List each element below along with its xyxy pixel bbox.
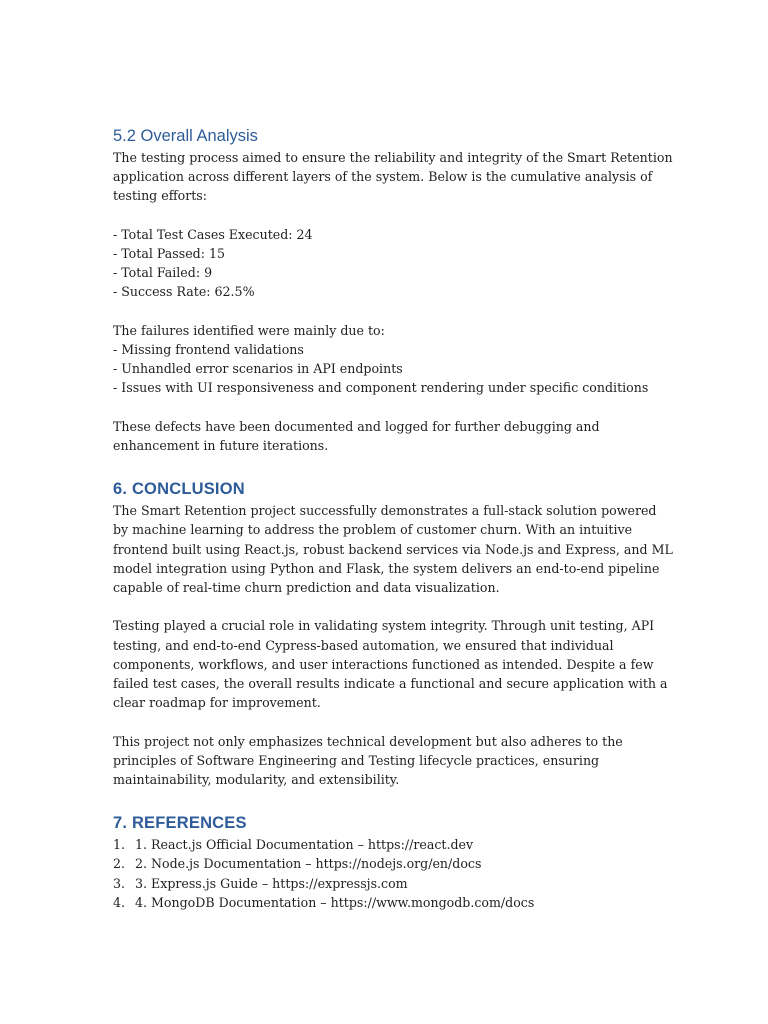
reference-text: 4. MongoDB Documentation – https://www.mongodb.com/docs	[135, 894, 535, 910]
reference-number: 1.	[113, 837, 126, 853]
reference-text: 1. React.js Official Documentation – https://react.dev	[135, 837, 474, 853]
reference-item	[113, 854, 673, 873]
failure-item: - Issues with UI responsiveness and component rendering under specific conditions	[113, 380, 649, 396]
section-5-2-intro: The testing process aimed to ensure the reliability and integrity of the Smart Retention application across different layers of the system. Below is the cumulative analysis of testing efforts:	[113, 150, 673, 204]
conclusion-paragraph: The Smart Retention project successfully demonstrates a full-stack solution powered by machine learning to address the problem of customer churn. With an intuitive frontend built using React.js, robust backend services via Node.js and Express, and ML model integration using Python and Flask, the system delivers an end-to-end pipeline capable of real-time churn prediction and data visualization.	[113, 503, 673, 596]
conclusion-heading: 6. CONCLUSION	[113, 480, 245, 499]
section-5-2-closing: These defects have been documented and logged for further debugging and enhancement in future iterations.	[113, 418, 600, 453]
reference-number: 3.	[113, 875, 126, 891]
failure-item: - Missing frontend validations	[113, 342, 304, 357]
reference-item	[113, 874, 673, 893]
stat-total-executed: - Total Test Cases Executed: 24	[113, 226, 313, 242]
conclusion-paragraph: This project not only emphasizes technical development but also adheres to the principles of Software Engineering and Testing lifecycle practices, ensuring maintainability, modularity, and extensibility.	[113, 733, 623, 788]
reference-text: 3. Express.js Guide – https://expressjs.com	[135, 875, 408, 891]
reference-number: 2.	[113, 856, 126, 872]
reference-item	[113, 893, 673, 912]
failures-intro: The failures identified were mainly due to:	[113, 322, 385, 338]
references-list	[113, 835, 673, 912]
reference-text: 2. Node.js Documentation – https://nodejs.org/en/docs	[135, 856, 482, 872]
references-heading: 7. REFERENCES	[113, 814, 247, 833]
failure-item: - Unhandled error scenarios in API endpoints	[113, 361, 403, 377]
stat-total-passed: - Total Passed: 15	[113, 246, 225, 261]
reference-number: 4.	[113, 894, 126, 910]
stat-total-failed: - Total Failed: 9	[113, 265, 213, 281]
section-5-2-heading: 5.2 Overall Analysis	[113, 127, 258, 145]
stat-success-rate: - Success Rate: 62.5%	[113, 284, 255, 300]
document-content	[113, 124, 673, 912]
test-stats-list	[113, 225, 673, 302]
failures-list	[113, 321, 673, 398]
reference-item	[113, 835, 673, 854]
conclusion-paragraph: Testing played a crucial role in validating system integrity. Through unit testing, API testing, and end-to-end Cypress-based automation, we ensured that individual components, workflows, and user interactions functioned as intended. Despite a few failed test cases, the overall results indicate a functional and secure application with a clear roadmap for improvement.	[113, 618, 668, 711]
